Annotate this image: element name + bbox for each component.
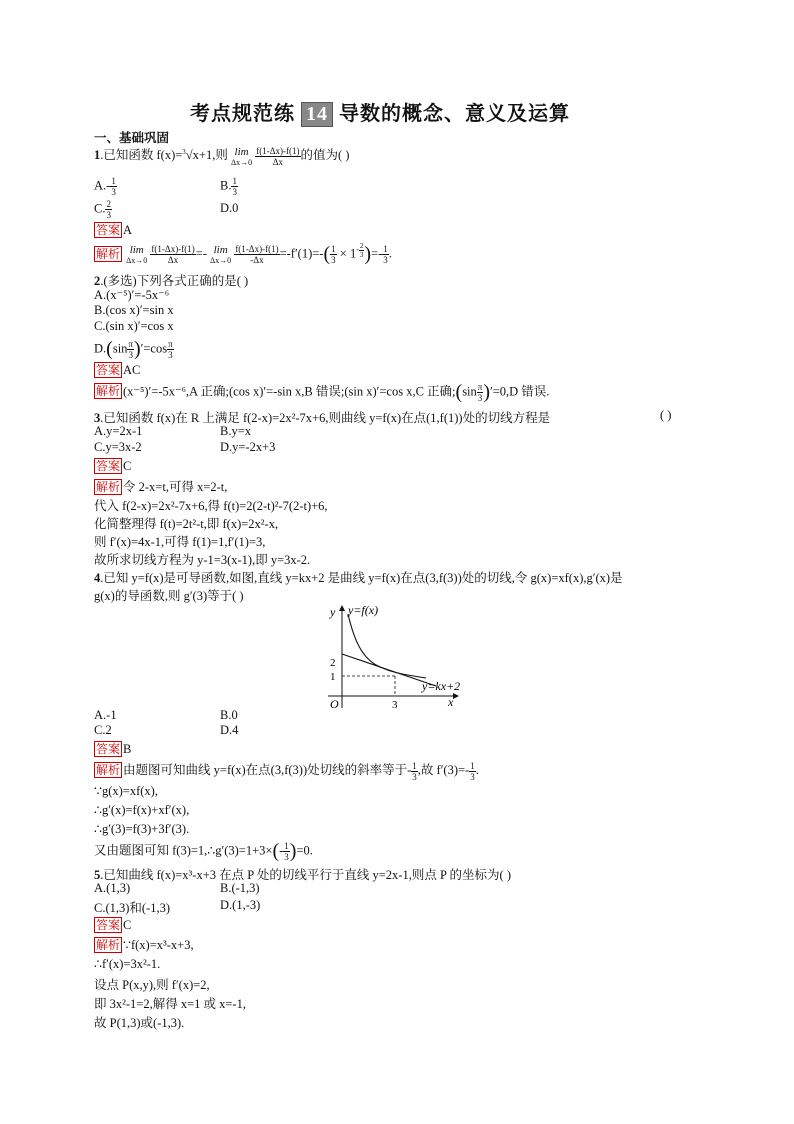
answer-tag: 答案: [96, 459, 121, 473]
q2-option-d: D.(sin $\frac{\pi}{3}$ )′=cos $\frac{\pi}{3}$: [94, 338, 173, 360]
frac-den: 3: [106, 210, 111, 220]
answer-value: B: [123, 742, 132, 756]
q5-text: .已知曲线 f(x)=x³-x+3 在点 P 处的切线平行于直线 y=2x-1,则点 P 的坐标为( ): [100, 868, 512, 882]
q5-option-d: D.(1,-3): [220, 898, 261, 912]
opt-frac: [105, 199, 112, 220]
q4-stem-line-2: g(x)的导函数,则 g′(3)等于( ): [94, 589, 244, 603]
q1-text-c: 的值为( ): [300, 148, 350, 162]
line-label: y=kx+2: [422, 679, 461, 693]
q2-analysis: 解析 (x⁻⁵)′=-5x⁻⁶,A 正确;(cos x)′=-sin x,B 错误;(sin x)′=cos x,C 正确;(sin $\frac{\pi}{3}$ )′=0,D 错误.: [96, 381, 550, 403]
analysis-text-b: ,故 f′(3)=-: [417, 763, 470, 777]
opt-text: D.: [94, 341, 107, 356]
lim-sub: Δx→0: [230, 157, 253, 167]
analysis-text: 又由题图可知 f(3)=1,∴g′(3)=1+3×: [94, 843, 273, 858]
frac-den: Δx: [167, 255, 179, 266]
q5-option-c: C.(1,3)和(-1,3): [94, 901, 171, 915]
q1-option-b: [220, 176, 238, 197]
q3-number: 3: [94, 411, 101, 425]
frac-num: π: [128, 339, 133, 349]
frac-den: 3: [111, 187, 116, 197]
q2-option-c: C.(sin x)′=cos x: [94, 319, 174, 333]
frac-num: f(1-Δx)-f(1): [256, 145, 300, 156]
q4-text: .已知 y=f(x)是可导函数,如图,直线 y=kx+2 是曲线 y=f(x)在点(3,f(3))处的切线,令 g(x)=xf(x),g′(x)是: [100, 571, 623, 585]
q3-analysis-line-2: 代入 f(2-x)=2x²-7x+6,得 f(t)=2(2-t)²-7(2-t)+6,: [94, 499, 328, 513]
q3-paren: ( ): [660, 408, 672, 422]
q5-analysis-line-4: 即 3x²-1=2,解得 x=1 或 x=-1,: [94, 997, 246, 1011]
q1-root-index: 3: [182, 147, 186, 156]
q1-text-a: .已知函数 f(x)=: [100, 148, 183, 162]
q3-option-c: C.y=3x-2: [94, 440, 142, 454]
x-axis-label: x: [448, 695, 454, 709]
frac-num: 2: [106, 199, 111, 209]
tick-3: 3: [392, 699, 398, 711]
q2-number: 2: [94, 274, 101, 288]
frac-num: 1: [111, 176, 116, 186]
q5-answer: [94, 917, 131, 933]
lim-word: lim: [234, 145, 249, 158]
q4-option-a: A.-1: [94, 708, 117, 722]
q3-analysis-line-3: 化简整理得 f(t)=2t²-t,即 f(x)=2x²-x,: [94, 517, 279, 531]
frac-den: 3: [168, 350, 173, 360]
lim-sub: Δx→0: [126, 256, 148, 266]
q4-graph: [318, 600, 478, 712]
q4-option-b: B.0: [220, 708, 238, 722]
q1-option-d: D.0: [220, 201, 239, 215]
frac-num: 1: [412, 760, 417, 771]
q3-analysis-line-1: [94, 477, 227, 495]
title-suffix: 导数的概念、意义及运算: [339, 103, 570, 125]
answer-value: C: [123, 918, 132, 932]
opt-text: B.: [220, 178, 232, 193]
lim-word: lim: [213, 244, 228, 257]
q1-option-c: [94, 199, 112, 220]
q2-answer: [94, 362, 140, 378]
sin-word: sin: [462, 384, 477, 399]
q1-limit: [231, 146, 252, 167]
frac-num: f(1-Δx)-f(1): [151, 244, 195, 255]
q4-analysis-line-2: ∵g(x)=xf(x),: [94, 784, 158, 798]
answer-value: AC: [123, 363, 141, 377]
q5-option-a: A.(1,3): [94, 881, 131, 895]
q1-text-b: √x+1,则: [185, 148, 228, 162]
analysis-text: 由题图可知曲线 y=f(x)在点(3,f(3))处切线的斜率等于-: [123, 763, 412, 777]
q1-answer: [94, 222, 132, 238]
q3-answer: [94, 458, 131, 474]
q5-analysis-line-3: 设点 P(x,y),则 f′(x)=2,: [94, 978, 210, 992]
frac-num: 1: [470, 760, 475, 771]
sin-word: sin: [112, 341, 128, 356]
frac-den: 3: [412, 771, 417, 782]
analysis-tag: 解析: [96, 480, 121, 494]
frac-den: 3: [383, 255, 388, 266]
q3-option-d: D.y=-2x+3: [220, 440, 276, 454]
opt-frac-2: [167, 339, 174, 360]
lim-1: [126, 244, 147, 265]
frac-num: 1: [331, 244, 336, 255]
frac-num: π: [168, 339, 173, 349]
tick-1: 1: [330, 671, 336, 683]
q3-stem: [94, 408, 550, 426]
frac-num: 1: [284, 841, 289, 851]
q5-stem: [94, 865, 511, 883]
lim-word: lim: [129, 244, 144, 257]
q2-option-b: B.(cos x)′=sin x: [94, 303, 174, 317]
q3-analysis-line-4: 则 f′(x)=4x-1,可得 f(1)=1,f′(1)=3,: [94, 535, 266, 549]
analysis-tag: 解析: [96, 246, 121, 261]
analysis-tag: 解析: [96, 763, 121, 777]
q4-analysis-line-4: ∴g′(3)=f(3)+3f′(3).: [94, 822, 190, 836]
analysis-result: [382, 244, 389, 265]
curve-label: y=f(x): [348, 603, 379, 617]
frac-den: 3: [470, 771, 475, 782]
section-heading: 一、基础巩固: [94, 131, 170, 145]
analysis-tag: 解析: [96, 384, 121, 399]
frac-den: -Δx: [250, 255, 264, 266]
q3-analysis-line-5: 故所求切线方程为 y-1=3(x-1),即 y=3x-2.: [94, 553, 311, 567]
analysis-mid: =-: [195, 246, 207, 261]
lim-2: [210, 244, 231, 265]
opt-frac: [110, 176, 117, 197]
answer-tag: 答案: [96, 742, 121, 756]
frac-num: π: [477, 382, 483, 392]
curve-f: [348, 614, 426, 678]
analysis-text-b: =0.: [296, 843, 313, 858]
q1-option-a: [94, 176, 117, 197]
answer-value: A: [123, 223, 133, 237]
q1-fraction: [255, 146, 300, 167]
analysis-frac-1: [150, 244, 195, 265]
q1-analysis: 解析 lim Δx→0 $\frac{f(1-\Delta x)-f(1)}{\Delta x}$ =- lim Δx→0 $\frac{f(1-\Delta x)-f(1)}{-\Delta x}$ =-f′(1)=-( $\frac{1}{3}$ × $1^{- \frac{2}{3}}$ )=- $\frac{1}{3}$ .: [96, 242, 392, 266]
answer-tag: 答案: [96, 223, 121, 237]
y-axis-label: y: [330, 605, 336, 619]
analysis-text: ∵f(x)=x³-x+3,: [123, 938, 194, 952]
q3-text: .已知函数 f(x)在 R 上满足 f(2-x)=2x²-7x+6,则曲线 y=f(x)在点(1,f(1))处的切线方程是: [100, 411, 551, 425]
answer-value: C: [123, 459, 132, 473]
q4-stem-line-1: [94, 568, 623, 586]
frac-num: 1: [383, 244, 388, 255]
analysis-text-b: ′=0,D 错误.: [490, 384, 550, 399]
page-title: [190, 97, 570, 127]
frac-den: 3: [128, 350, 133, 360]
q5-analysis-line-2: ∴f′(x)=3x²-1.: [94, 957, 161, 971]
q2-option-a: A.(x⁻⁵)′=-5x⁻⁶: [94, 288, 170, 302]
q3-option-a: A.y=2x-1: [94, 424, 143, 438]
q4-number: 4: [94, 571, 101, 585]
answer-tag: 答案: [96, 918, 121, 932]
origin-label: O: [330, 697, 339, 711]
q5-number: 5: [94, 868, 101, 882]
q2-text: .(多选)下列各式正确的是( ): [100, 274, 249, 288]
q3-option-b: B.y=x: [220, 424, 252, 438]
opt-text-b: ′=cos: [140, 341, 168, 356]
q4-answer: [94, 741, 131, 757]
frac-den: 3: [359, 251, 364, 259]
frac-den: Δx: [272, 156, 284, 167]
lim-sub: Δx→0: [210, 256, 232, 266]
frac-num: 1: [232, 176, 237, 186]
q5-option-b: B.(-1,3): [220, 881, 260, 895]
q4-option-d: D.4: [220, 723, 239, 737]
exp-sign: -: [356, 245, 359, 255]
frac-den: 3: [284, 852, 289, 862]
analysis-eq1: =-f′(1)=-: [279, 246, 324, 261]
frac-num: 2: [359, 242, 364, 250]
q4-analysis-line-3: ∴g′(x)=f(x)+xf′(x),: [94, 803, 190, 817]
opt-text: A.-: [94, 178, 111, 193]
opt-frac: [231, 176, 238, 197]
frac-den: 3: [232, 187, 237, 197]
q1-stem: [94, 145, 349, 167]
frac-num: f(1-Δx)-f(1): [235, 244, 279, 255]
analysis-times: × 1: [336, 246, 357, 261]
answer-tag: 答案: [96, 363, 121, 377]
analysis-text: 令 2-x=t,可得 x=2-t,: [123, 480, 228, 494]
frac-den: 3: [477, 393, 483, 403]
analysis-text-a: (x⁻⁵)′=-5x⁻⁶,A 正确;(cos x)′=-sin x,B 错误;(sin x)′=cos x,C 正确;: [123, 384, 456, 399]
title-prefix: 考点规范练: [190, 103, 295, 125]
analysis-frac-2: [469, 761, 476, 782]
q1-number: 1: [94, 148, 101, 162]
q5-analysis-line-5: 故 P(1,3)或(-1,3).: [94, 1016, 185, 1030]
tick-2: 2: [330, 657, 336, 669]
opt-text: C.: [94, 201, 106, 216]
analysis-end: =-: [371, 246, 383, 261]
analysis-frac-2: [234, 244, 279, 265]
q4-option-c: C.2: [94, 723, 112, 737]
analysis-tag: 解析: [96, 938, 121, 952]
q5-analysis-line-1: [94, 937, 194, 953]
title-number: 14: [301, 102, 333, 127]
q4-analysis-line-1: 解析 由题图可知曲线 y=f(x)在点(3,f(3))处切线的斜率等于- $\frac{1}{3}$ ,故 f′(3)=- $\frac{1}{3}$ .: [96, 760, 479, 782]
q4-analysis-line-5: 又由题图可知 f(3)=1,∴g′(3)=1+3×(- $\frac{1}{3}$ )=0.: [94, 840, 313, 862]
frac-den: 3: [331, 255, 336, 266]
